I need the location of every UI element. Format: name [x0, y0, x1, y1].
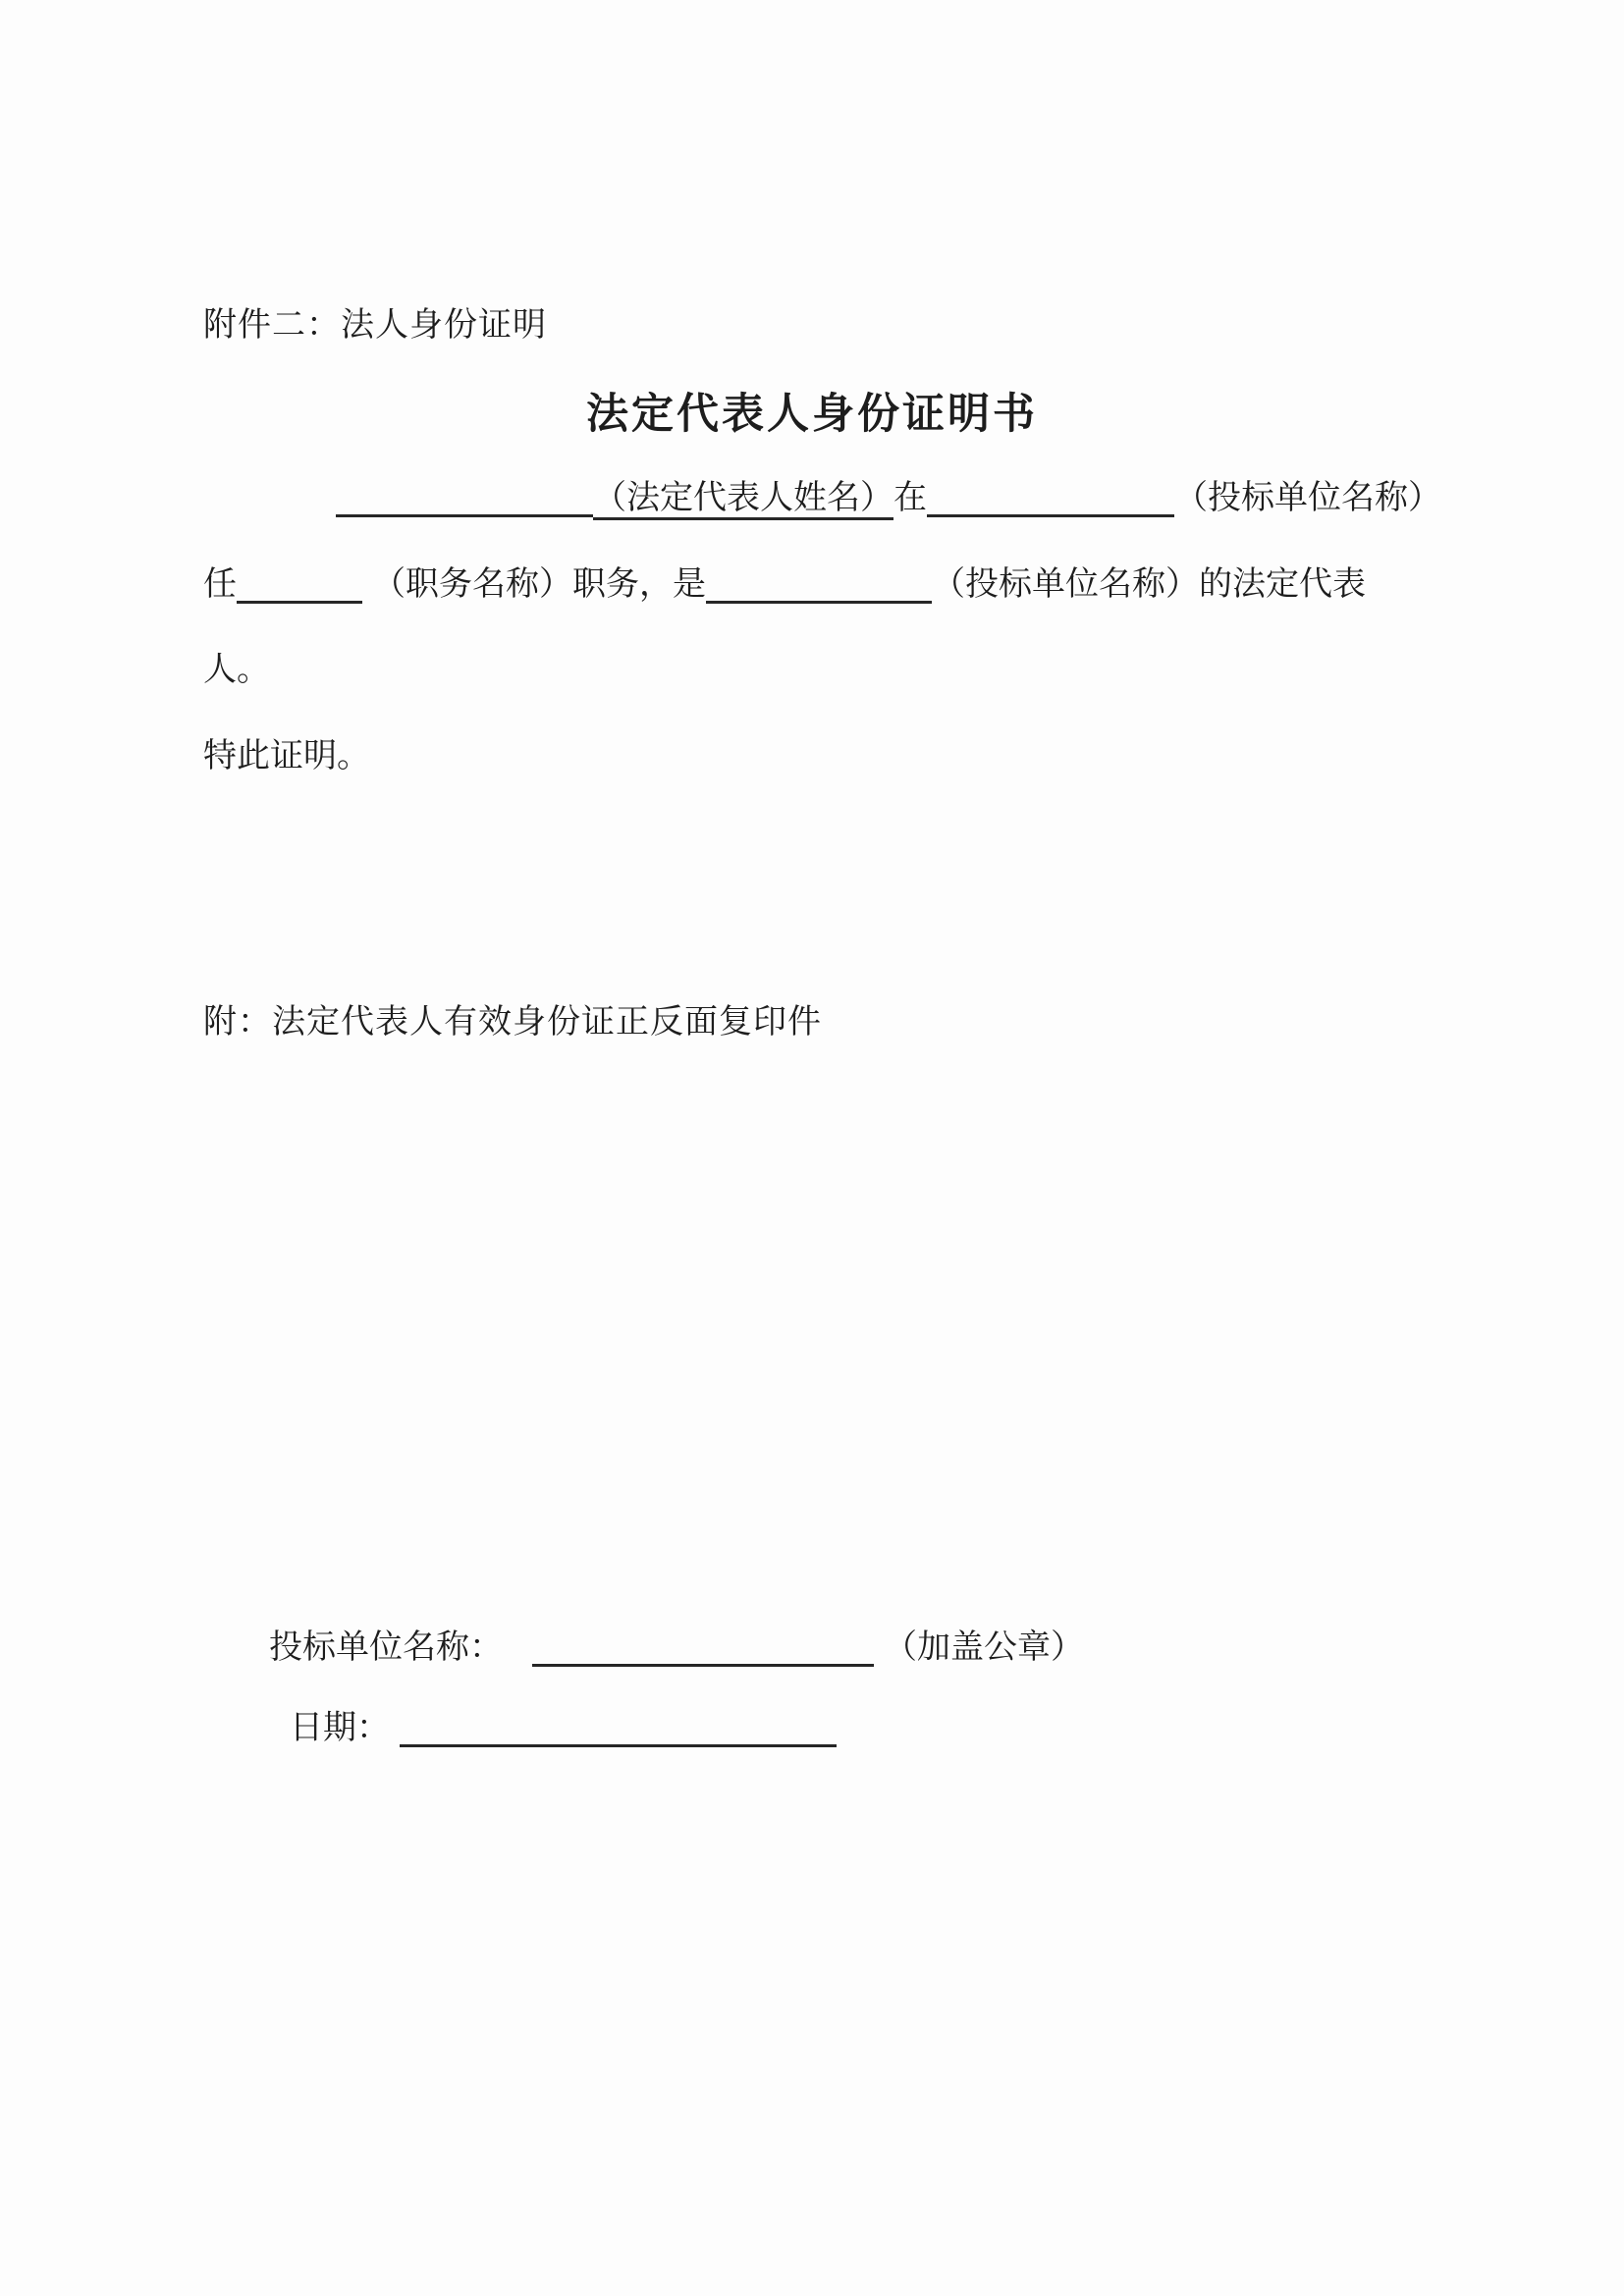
certify-statement: 特此证明。	[203, 738, 370, 774]
body-line-1	[336, 478, 1441, 520]
date-blank	[400, 1733, 837, 1747]
position-title-hint: （职务名称）	[372, 566, 572, 603]
connector-text: 在	[893, 480, 927, 516]
seal-hint: （加盖公章）	[884, 1629, 1084, 1666]
bidder-unit-blank	[532, 1652, 874, 1667]
line2-prefix: 任	[203, 566, 237, 603]
bidder-name-blank-2	[706, 589, 932, 604]
line2-middle: 职务，是	[572, 566, 706, 603]
line2-suffix: 的法定代表	[1199, 566, 1366, 603]
bidder-name-blank-1	[927, 503, 1174, 517]
body-line-2	[203, 564, 1366, 607]
bidder-name-hint-1: （投标单位名称）	[1174, 480, 1441, 516]
date-label: 日期：	[290, 1710, 390, 1746]
bidder-name-hint-2: （投标单位名称）	[932, 566, 1199, 603]
bidder-unit-line	[269, 1620, 1084, 1668]
body-line-3: 人。	[203, 652, 270, 688]
position-title-blank	[237, 589, 362, 604]
legal-rep-name-blank	[336, 503, 593, 517]
document-title: 法定代表人身份证明书	[586, 392, 1038, 438]
legal-rep-name-hint: （法定代表人姓名）	[593, 480, 893, 520]
date-line	[290, 1700, 837, 1748]
attachment-label: 附件二：法人身份证明	[203, 307, 547, 344]
attachment-note: 附：法定代表人有效身份证正反面复印件	[203, 1004, 822, 1041]
bidder-unit-label: 投标单位名称：	[269, 1629, 503, 1666]
